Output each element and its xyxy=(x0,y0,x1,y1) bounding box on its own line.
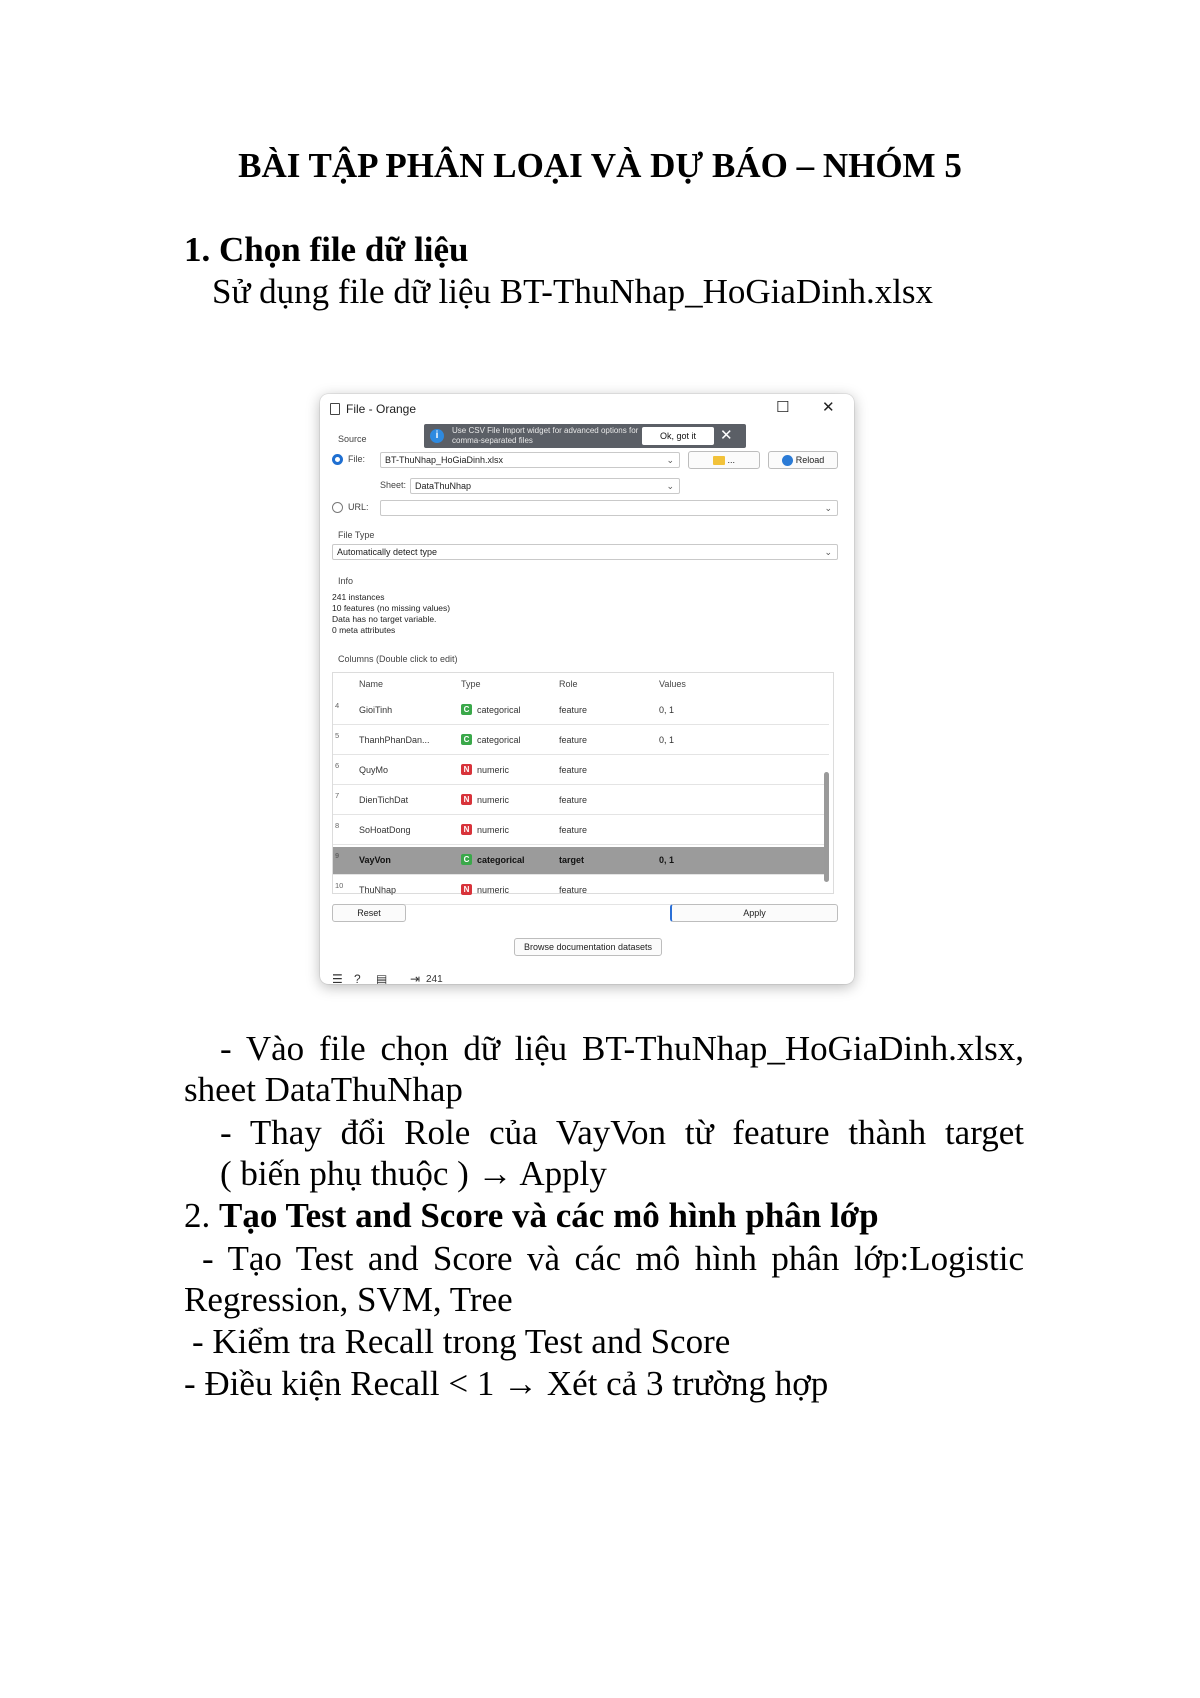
columns-table[interactable] xyxy=(332,672,834,894)
bullet-4: - Kiểm tra Recall trong Test and Score xyxy=(192,1322,731,1361)
row-number: 6 xyxy=(335,761,340,770)
browse-documentation-button[interactable]: Browse documentation datasets xyxy=(514,938,662,956)
row-number: 5 xyxy=(335,731,340,740)
bullet-1-line-1: - Vào file chọn dữ liệu BT-ThuNhap_HoGiaDinh.xlsx, xyxy=(220,1029,1024,1068)
bullet-2-line-2: ( biến phụ thuộc ) → Apply xyxy=(220,1154,607,1193)
url-radio[interactable] xyxy=(332,502,343,513)
sheet-label: Sheet: xyxy=(380,480,407,490)
chevron-down-icon: ⌄ xyxy=(666,481,674,491)
browse-file-label: ... xyxy=(727,455,736,465)
section-1-intro: Sử dụng file dữ liệu BT-ThuNhap_HoGiaDinh.xlsx xyxy=(212,272,934,311)
row-name: ThuNhap xyxy=(359,885,397,895)
notification-ok-button[interactable]: Ok, got it xyxy=(642,427,714,445)
row-role: feature xyxy=(559,765,588,775)
row-type: numeric xyxy=(477,795,510,805)
apply-button[interactable]: Apply xyxy=(670,904,838,922)
window-titlebar xyxy=(320,394,854,424)
column-header-type: Type xyxy=(461,679,481,689)
table-row[interactable] xyxy=(333,787,829,815)
bullet-3-line-2: Regression, SVM, Tree xyxy=(184,1280,513,1319)
categorical-icon: C xyxy=(461,734,472,745)
notification-text: Use CSV File Import widget for advanced options for comma-separated files xyxy=(452,426,639,445)
maximize-icon[interactable]: ☐ xyxy=(776,399,790,416)
orange-file-window xyxy=(320,394,854,984)
file-type-group-label: File Type xyxy=(338,530,375,540)
file-type-value: Automatically detect type xyxy=(337,547,438,557)
bullet-1-line-2: sheet DataThuNhap xyxy=(184,1070,463,1109)
column-header-values: Values xyxy=(659,679,686,689)
menu-icon[interactable]: ☰ xyxy=(332,972,343,984)
row-type: numeric xyxy=(477,825,510,835)
reload-button[interactable] xyxy=(768,451,838,469)
section-2-title: Tạo Test and Score và các mô hình phân lớp xyxy=(219,1196,879,1235)
info-instances: 241 instances xyxy=(332,592,385,602)
row-name: GioiTinh xyxy=(359,705,393,715)
bullet-3-line-1: - Tạo Test and Score và các mô hình phân lớp:Logistic xyxy=(202,1239,1024,1278)
bullet-5: - Điều kiện Recall < 1 → Xét cả 3 trường hợp xyxy=(184,1364,829,1403)
reload-icon xyxy=(782,455,793,466)
row-values: 0, 1 xyxy=(659,735,675,745)
row-role: feature xyxy=(559,825,588,835)
document-title: BÀI TẬP PHÂN LOẠI VÀ DỰ BÁO – NHÓM 5 xyxy=(238,146,962,185)
row-number: 9 xyxy=(335,851,340,860)
table-row[interactable] xyxy=(333,817,829,845)
numeric-icon: N xyxy=(461,764,472,775)
row-name: QuyMo xyxy=(359,765,389,775)
row-number: 7 xyxy=(335,791,340,800)
chevron-down-icon: ⌄ xyxy=(824,547,832,557)
table-row[interactable] xyxy=(333,877,829,905)
section-1-heading: 1. Chọn file dữ liệu xyxy=(184,230,469,269)
sheet-combo-value: DataThuNhap xyxy=(415,481,472,491)
section-2-heading xyxy=(184,1196,879,1236)
row-role: feature xyxy=(559,735,588,745)
folder-icon xyxy=(713,456,725,465)
categorical-icon: C xyxy=(461,704,472,715)
file-radio[interactable] xyxy=(332,454,343,465)
help-icon[interactable]: ? xyxy=(354,972,361,984)
info-icon: i xyxy=(430,429,444,443)
row-role: feature xyxy=(559,885,588,895)
report-icon[interactable]: ▤ xyxy=(376,972,388,984)
row-type: categorical xyxy=(477,855,525,865)
window-title: File - Orange xyxy=(346,402,417,416)
bullet-2-line-1: - Thay đổi Role của VayVon từ feature thành target xyxy=(220,1113,1024,1152)
column-header-name: Name xyxy=(359,679,384,689)
notification-close-icon[interactable]: ✕ xyxy=(720,427,733,444)
columns-group-label: Columns (Double click to edit) xyxy=(338,654,458,664)
row-type: numeric xyxy=(477,885,510,895)
info-target: Data has no target variable. xyxy=(332,614,437,624)
browse-file-button[interactable] xyxy=(688,451,760,469)
info-group-label: Info xyxy=(338,576,354,586)
table-row[interactable] xyxy=(333,847,829,875)
chevron-down-icon: ⌄ xyxy=(666,455,674,465)
row-values: 0, 1 xyxy=(659,705,675,715)
section-2-number: 2. xyxy=(184,1196,219,1235)
row-role: target xyxy=(559,855,585,865)
output-icon: ⇥ xyxy=(410,972,421,984)
table-scrollbar[interactable] xyxy=(824,772,829,882)
row-type: categorical xyxy=(477,735,521,745)
url-label: URL: xyxy=(348,502,369,512)
row-number: 4 xyxy=(335,701,340,710)
row-role: feature xyxy=(559,705,588,715)
chevron-down-icon: ⌄ xyxy=(824,503,832,513)
sheet-combo[interactable] xyxy=(410,478,680,494)
row-role: feature xyxy=(559,795,588,805)
categorical-icon: C xyxy=(461,854,472,865)
numeric-icon: N xyxy=(461,884,472,895)
row-number: 8 xyxy=(335,821,340,830)
row-name: SoHoatDong xyxy=(359,825,411,835)
row-name: ThanhPhanDan... xyxy=(359,735,430,745)
url-combo[interactable] xyxy=(380,500,838,516)
table-row[interactable] xyxy=(333,727,829,755)
reload-label: Reload xyxy=(795,455,825,465)
row-name: VayVon xyxy=(359,855,391,865)
info-meta: 0 meta attributes xyxy=(332,625,396,635)
row-values: 0, 1 xyxy=(659,855,675,865)
file-combo-value: BT-ThuNhap_HoGiaDinh.xlsx xyxy=(385,455,504,465)
info-block xyxy=(332,592,450,636)
table-row[interactable] xyxy=(333,757,829,785)
output-count: 241 xyxy=(426,974,443,984)
row-number: 10 xyxy=(335,881,344,890)
source-group-label: Source xyxy=(338,434,367,444)
close-icon[interactable]: ✕ xyxy=(822,399,835,416)
column-header-role: Role xyxy=(559,679,578,689)
file-icon xyxy=(330,403,340,415)
file-combo[interactable] xyxy=(380,452,680,468)
row-type: numeric xyxy=(477,765,510,775)
table-row[interactable] xyxy=(333,697,829,725)
csv-import-notification xyxy=(424,424,746,448)
file-type-combo[interactable] xyxy=(332,544,838,560)
reset-button[interactable]: Reset xyxy=(332,904,406,922)
info-features: 10 features (no missing values) xyxy=(332,603,451,613)
row-name: DienTichDat xyxy=(359,795,409,805)
file-label: File: xyxy=(348,454,366,464)
numeric-icon: N xyxy=(461,794,472,805)
row-type: categorical xyxy=(477,705,521,715)
numeric-icon: N xyxy=(461,824,472,835)
